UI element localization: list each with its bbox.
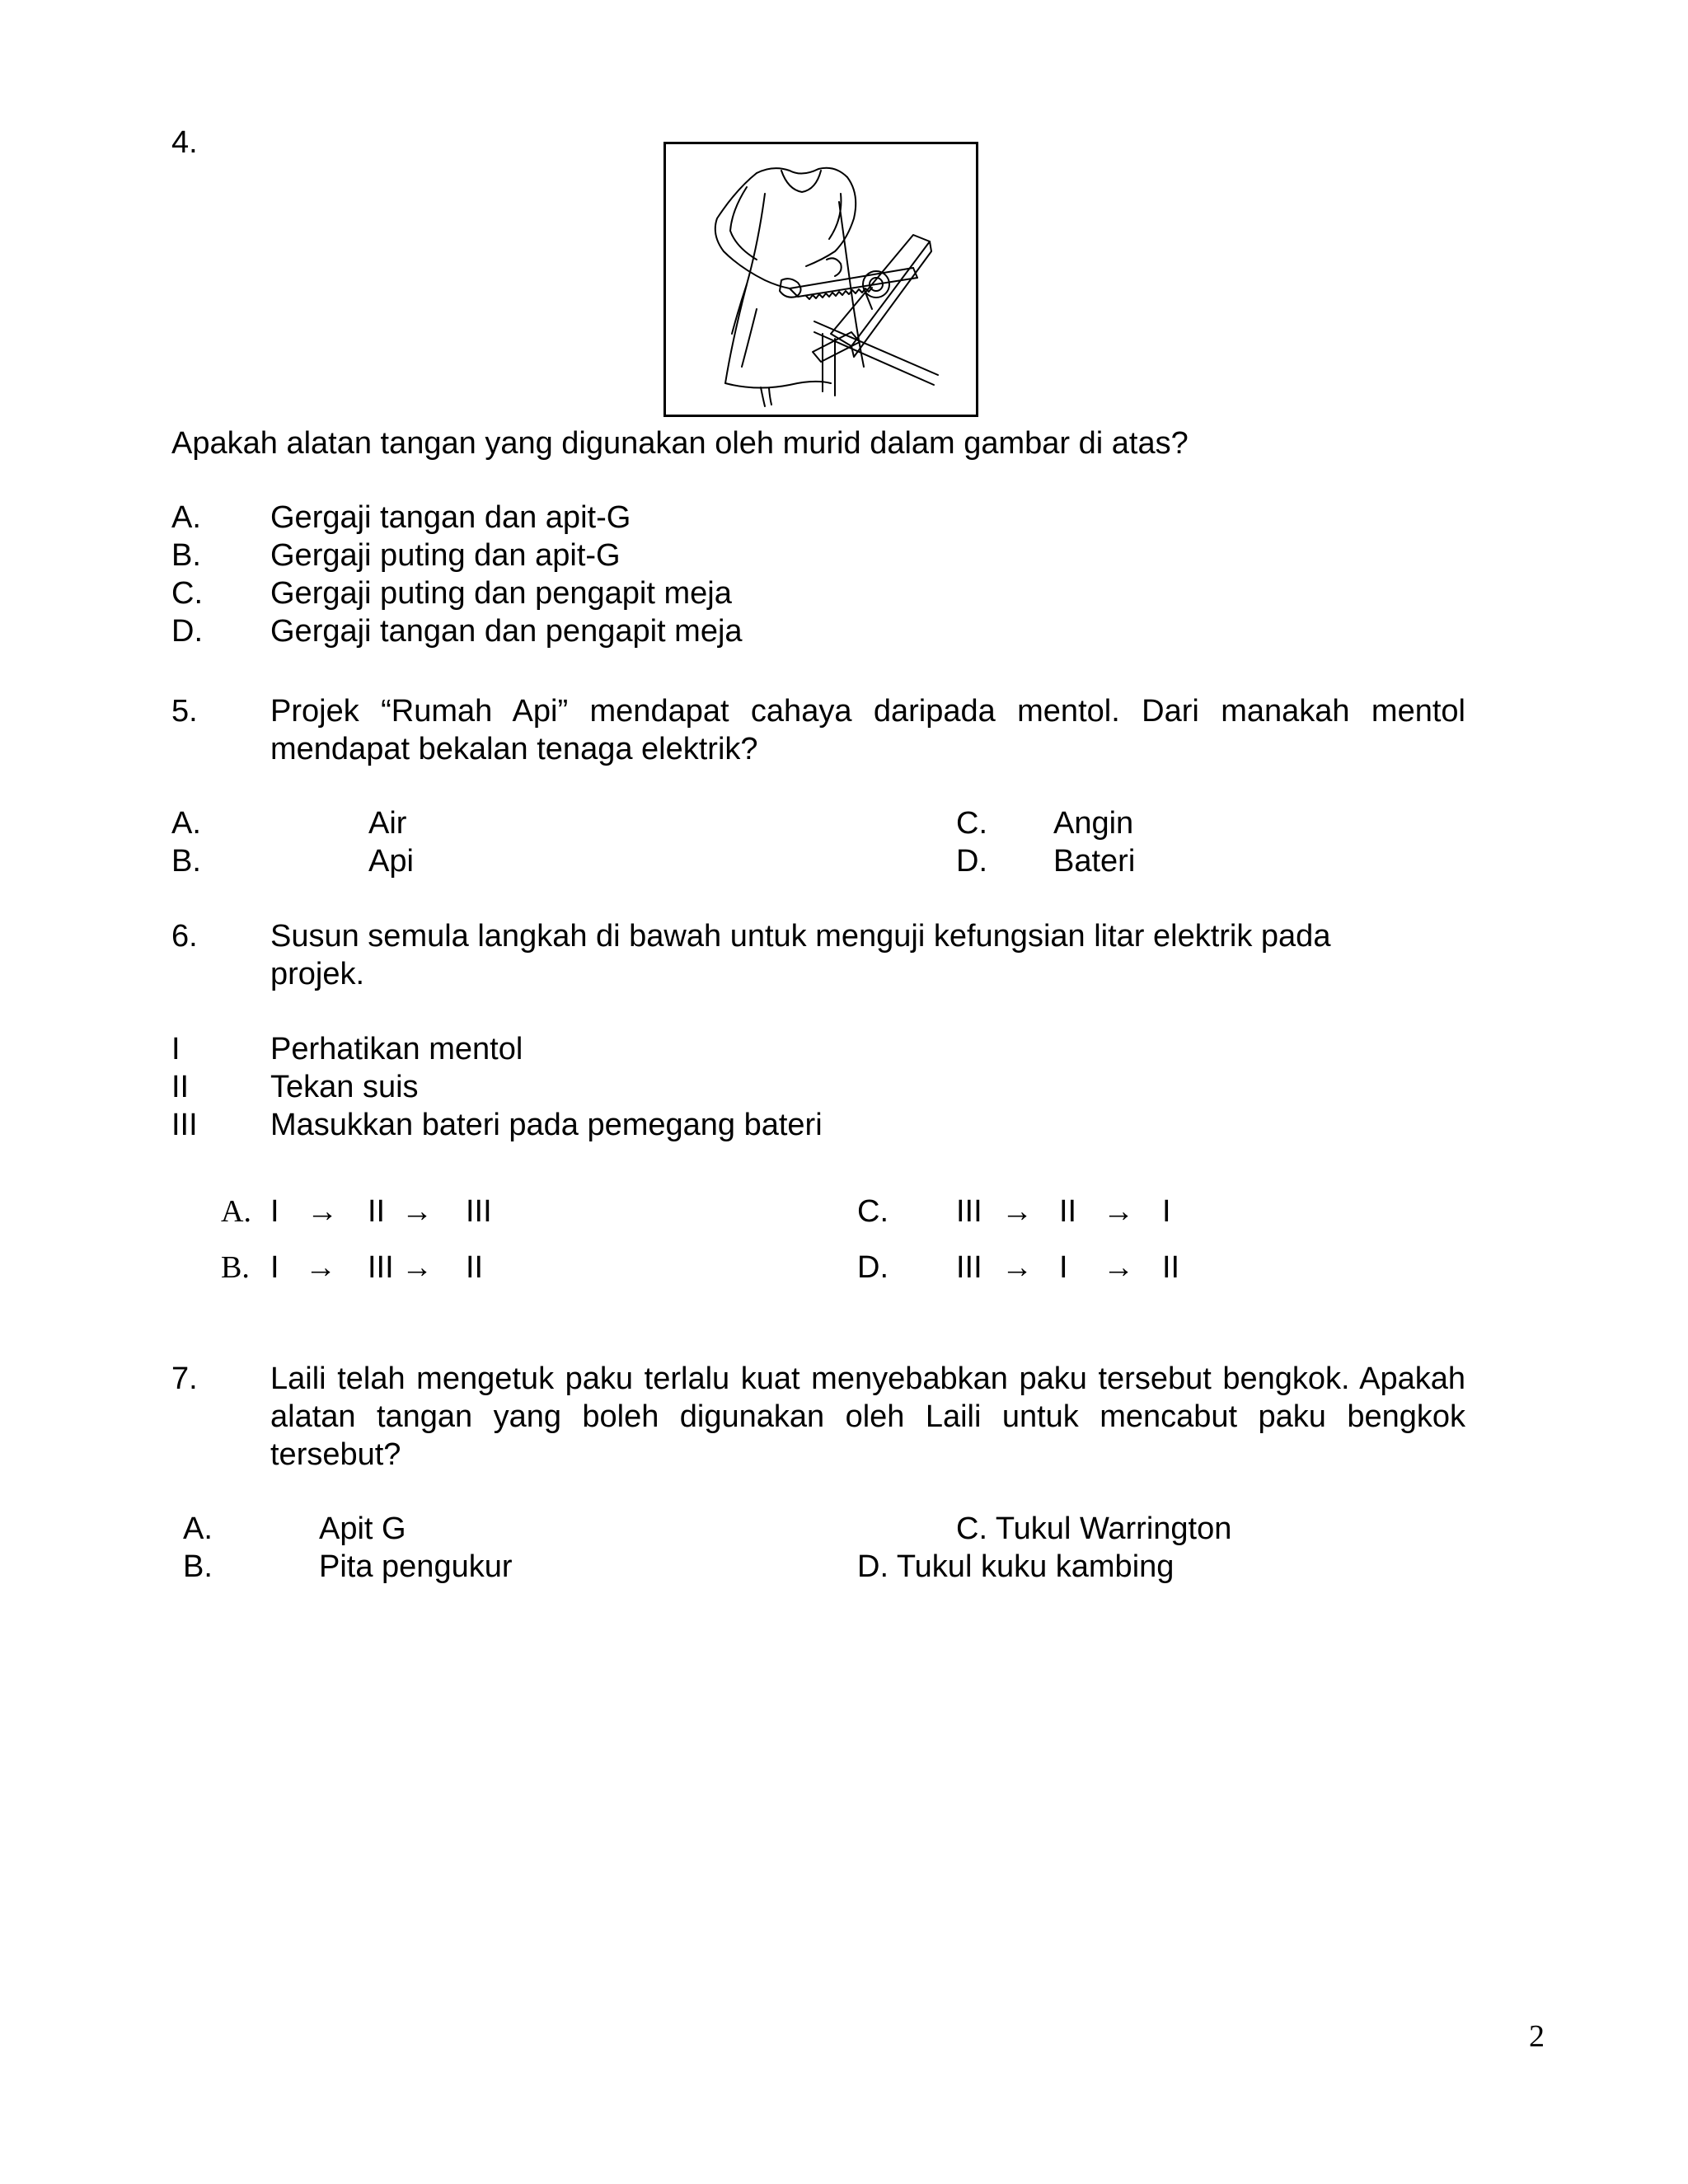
q4-option-letter: D.	[171, 614, 203, 649]
q6-sequence-arrow: →	[1103, 1194, 1134, 1229]
q6-step-text: Tekan suis	[270, 1070, 419, 1104]
q6-sequence-item: II	[368, 1194, 386, 1229]
page-number: 2	[1529, 2019, 1545, 2054]
q6-sequence-item: III	[466, 1194, 492, 1229]
q6-sequence-arrow: →	[307, 1194, 338, 1229]
q5-option-text: Air	[368, 806, 407, 841]
q6-sequence-arrow: →	[401, 1250, 433, 1285]
question-4-text: Apakah alatan tangan yang digunakan oleh murid dalam gambar di atas?	[171, 426, 1189, 461]
q6-sequence-arrow: →	[1001, 1194, 1033, 1229]
q6-sequence-item: I	[1162, 1194, 1171, 1229]
q6-step-text: Masukkan bateri pada pemegang bateri	[270, 1108, 823, 1142]
q7-option-text: Pita pengukur	[319, 1549, 513, 1584]
q4-option-letter: C.	[171, 576, 203, 611]
q5-option-letter: C.	[956, 806, 987, 841]
q7-option-text: C. Tukul Warrington	[956, 1511, 1232, 1546]
q4-option-text: Gergaji puting dan pengapit meja	[270, 576, 732, 611]
question-7-number: 7.	[171, 1361, 198, 1396]
q4-option-letter: A.	[171, 500, 201, 535]
q5-option-letter: A.	[171, 806, 201, 841]
q5-option-text: Angin	[1053, 806, 1134, 841]
q7-option-letter: A.	[183, 1511, 213, 1546]
q6-sequence-item: II	[466, 1250, 484, 1285]
q4-option-letter: B.	[171, 538, 201, 573]
q6-sequence-item: III	[368, 1250, 394, 1285]
q6-sequence-item: I	[1059, 1250, 1068, 1285]
q6-sequence-arrow: →	[1001, 1250, 1033, 1285]
q4-option-text: Gergaji tangan dan apit-G	[270, 500, 631, 535]
q6-sequence-arrow: →	[305, 1250, 336, 1285]
question-7-text: Laili telah mengetuk paku terlalu kuat menyebabkan paku tersebut bengkok. Apakah alatan tangan yang boleh digunakan oleh Laili untuk mencabut paku bengkok tersebut?	[270, 1361, 1465, 1472]
question-6-number: 6.	[171, 919, 198, 954]
q6-sequence-arrow: →	[401, 1194, 433, 1229]
q6-sequence-item: II	[1059, 1194, 1077, 1229]
q6-option-letter: C.	[857, 1194, 889, 1229]
q6-option-letter: D.	[857, 1250, 889, 1285]
student-sawing-illustration	[663, 142, 978, 417]
q6-sequence-item: II	[1162, 1250, 1180, 1285]
q5-option-letter: B.	[171, 844, 201, 879]
q6-step-text: Perhatikan mentol	[270, 1032, 523, 1066]
question-5-number: 5.	[171, 694, 198, 729]
q6-sequence-item: I	[270, 1250, 279, 1285]
student-sawing-icon	[666, 144, 976, 415]
q6-sequence-arrow: →	[1103, 1250, 1134, 1285]
q6-sequence-item: III	[956, 1250, 982, 1285]
q7-option-letter: B.	[183, 1549, 213, 1584]
q6-option-letter: A.	[221, 1194, 251, 1229]
q7-option-text: Apit G	[319, 1511, 406, 1546]
q6-step-numeral: II	[171, 1070, 190, 1104]
q5-option-text: Api	[368, 844, 414, 879]
q6-option-letter: B.	[221, 1250, 250, 1285]
q5-option-letter: D.	[956, 844, 987, 879]
q4-option-text: Gergaji tangan dan pengapit meja	[270, 614, 743, 649]
question-6-text: Susun semula langkah di bawah untuk menguji kefungsian litar elektrik pada projek.	[270, 919, 1331, 991]
question-5-text: Projek “Rumah Api” mendapat cahaya daripada mentol. Dari manakah mentol mendapat bekalan tenaga elektrik?	[270, 694, 1465, 766]
q6-step-numeral: III	[171, 1108, 198, 1142]
q6-sequence-item: III	[956, 1194, 982, 1229]
q7-option-text: D. Tukul kuku kambing	[857, 1549, 1175, 1584]
q6-sequence-item: I	[270, 1194, 279, 1229]
q4-option-text: Gergaji puting dan apit-G	[270, 538, 621, 573]
q6-step-numeral: I	[171, 1032, 181, 1066]
question-4-number: 4.	[171, 125, 198, 160]
q5-option-text: Bateri	[1053, 844, 1136, 879]
